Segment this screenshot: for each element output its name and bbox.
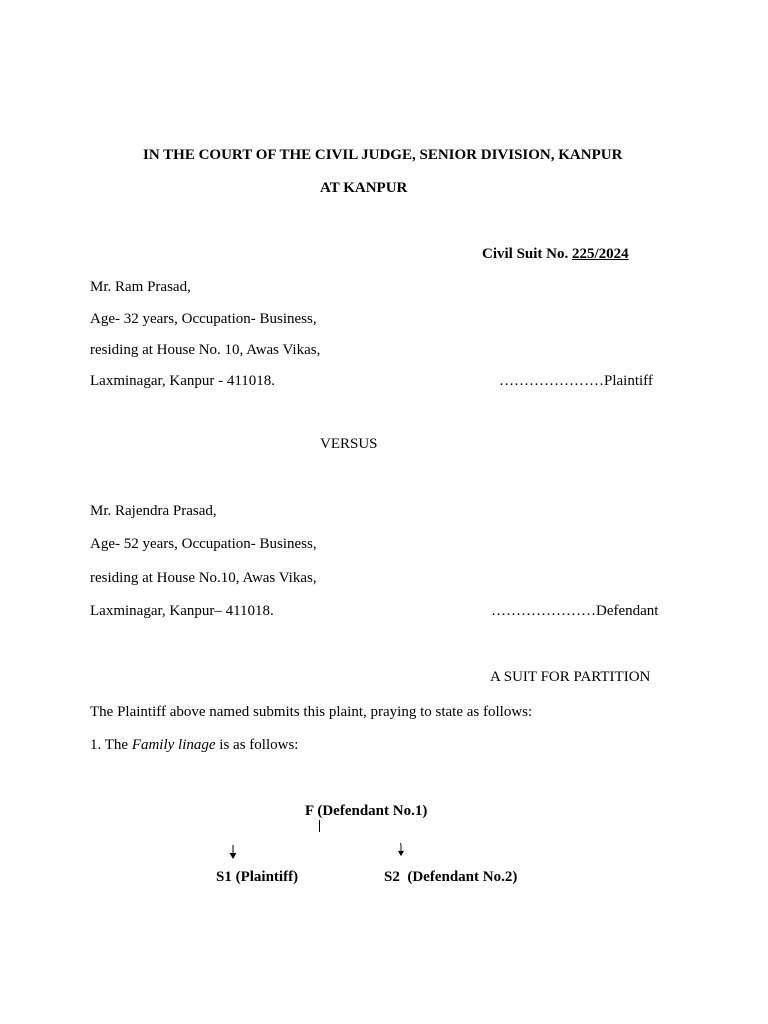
plaintiff-name: Mr. Ram Prasad, bbox=[90, 279, 191, 295]
point-1-prefix: 1. The bbox=[90, 737, 132, 753]
suit-number-value: 225/2024 bbox=[572, 246, 629, 262]
defendant-role-label: …………………Defendant bbox=[491, 603, 659, 619]
defendant-address-line-1: residing at House No.10, Awas Vikas, bbox=[90, 570, 317, 586]
defendant-name: Mr. Rajendra Prasad, bbox=[90, 503, 217, 519]
point-1-italic-term: Family linage bbox=[131, 737, 216, 753]
versus-label: VERSUS bbox=[320, 436, 378, 452]
tree-root-label: F (Defendant No.1) bbox=[305, 803, 428, 819]
court-heading: IN THE COURT OF THE CIVIL JUDGE, SENIOR DIVISION, KANPUR bbox=[143, 147, 623, 163]
arrow-down-icon bbox=[396, 843, 406, 857]
point-1 bbox=[90, 736, 298, 754]
suit-title: A SUIT FOR PARTITION bbox=[490, 669, 651, 685]
plaintiff-address-line-2: Laxminagar, Kanpur - 411018. bbox=[90, 373, 276, 389]
suit-number-line bbox=[482, 245, 629, 263]
tree-child-1-label: S1 (Plaintiff) bbox=[216, 869, 299, 885]
tree-child-2-label: S2 (Defendant No.2) bbox=[384, 869, 518, 885]
arrow-down-icon bbox=[228, 845, 238, 859]
defendant-age-occupation: Age- 52 years, Occupation- Business, bbox=[90, 536, 317, 552]
suit-number-label: Civil Suit No. bbox=[482, 246, 569, 262]
plaint-intro: The Plaintiff above named submits this plaint, praying to state as follows: bbox=[90, 704, 533, 720]
point-1-suffix: is as follows: bbox=[215, 737, 299, 753]
defendant-address-line-2: Laxminagar, Kanpur– 411018. bbox=[90, 603, 274, 619]
plaintiff-role-label: …………………Plaintiff bbox=[499, 373, 653, 389]
plaintiff-age-occupation: Age- 32 years, Occupation- Business, bbox=[90, 311, 317, 327]
court-location: AT KANPUR bbox=[320, 180, 408, 196]
plaintiff-address-line-1: residing at House No. 10, Awas Vikas, bbox=[90, 342, 321, 358]
tree-root-connector bbox=[319, 820, 320, 832]
